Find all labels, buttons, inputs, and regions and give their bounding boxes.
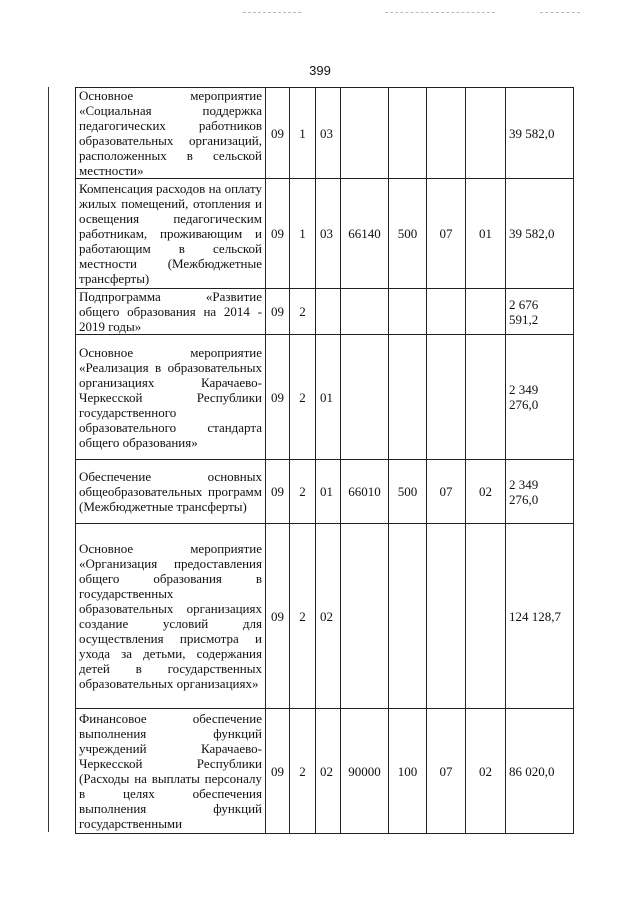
section-code: 07 — [427, 460, 466, 524]
expense-type-code — [389, 524, 427, 709]
gp-code: 09 — [266, 709, 290, 834]
expense-type-code — [389, 88, 427, 179]
table-row — [76, 179, 574, 289]
expense-type-code: 100 — [389, 709, 427, 834]
table-row — [76, 460, 574, 524]
table-body — [76, 88, 574, 834]
expense-type-code: 500 — [389, 460, 427, 524]
direction-code — [341, 335, 389, 460]
amount: 2 676 591,2 — [506, 289, 574, 335]
direction-code: 90000 — [341, 709, 389, 834]
budget-table — [75, 87, 574, 834]
amount: 86 020,0 — [506, 709, 574, 834]
direction-code: 66010 — [341, 460, 389, 524]
amount: 39 582,0 — [506, 179, 574, 289]
subsection-code: 02 — [466, 709, 506, 834]
subsection-code — [466, 335, 506, 460]
row-name: Основное мероприятие «Реализация в образовательных организациях Карачаево-Черкесской Республики государственного образовательного стандарта общего образования» — [76, 335, 266, 460]
section-code — [427, 524, 466, 709]
expense-type-code: 500 — [389, 179, 427, 289]
scan-artifact — [385, 12, 495, 14]
expense-type-code — [389, 289, 427, 335]
page-number: 399 — [309, 63, 331, 78]
om-code — [316, 289, 341, 335]
om-code: 03 — [316, 179, 341, 289]
amount: 124 128,7 — [506, 524, 574, 709]
pp-code: 2 — [290, 335, 316, 460]
amount: 39 582,0 — [506, 88, 574, 179]
section-code: 07 — [427, 709, 466, 834]
amount: 2 349 276,0 — [506, 335, 574, 460]
table-row — [76, 335, 574, 460]
table-row — [76, 289, 574, 335]
pp-code: 2 — [290, 524, 316, 709]
subsection-code — [466, 524, 506, 709]
expense-type-code — [389, 335, 427, 460]
om-code: 02 — [316, 524, 341, 709]
direction-code: 66140 — [341, 179, 389, 289]
om-code: 01 — [316, 335, 341, 460]
row-name: Основное мероприятие «Социальная поддержка педагогических работников образовательных организаций, расположенных в сельской местности» — [76, 88, 266, 179]
table-row — [76, 709, 574, 834]
pp-code: 1 — [290, 179, 316, 289]
row-name: Компенсация расходов на оплату жилых помещений, отопления и освещения педагогическим работникам, проживающим и работающим в сельской местности (Межбюджетные трансферты) — [76, 179, 266, 289]
scan-artifact — [540, 12, 580, 14]
table-row — [76, 88, 574, 179]
row-name: Обеспечение основных общеобразовательных программ (Межбюджетные трансферты) — [76, 460, 266, 524]
direction-code — [341, 524, 389, 709]
om-code: 01 — [316, 460, 341, 524]
om-code: 02 — [316, 709, 341, 834]
gp-code: 09 — [266, 289, 290, 335]
gp-code: 09 — [266, 335, 290, 460]
gp-code: 09 — [266, 88, 290, 179]
section-code — [427, 335, 466, 460]
direction-code — [341, 289, 389, 335]
row-name: Основное мероприятие «Организация предоставления общего образования в государственных образовательных организациях создание условий для осуществления присмотра и ухода за детьми, содержания детей в государственных образовательных организациях» — [76, 524, 266, 709]
pp-code: 2 — [290, 289, 316, 335]
direction-code — [341, 88, 389, 179]
pp-code: 2 — [290, 709, 316, 834]
table-row — [76, 524, 574, 709]
scan-artifact — [243, 12, 301, 14]
row-name: Подпрограмма «Развитие общего образования на 2014 - 2019 годы» — [76, 289, 266, 335]
section-code: 07 — [427, 179, 466, 289]
left-margin-rule — [48, 87, 49, 832]
subsection-code — [466, 289, 506, 335]
section-code — [427, 289, 466, 335]
row-name: Финансовое обеспечение выполнения функций учреждений Карачаево-Черкесской Республики (Расходы на выплаты персоналу в целях обеспечения выполнения функций государственными — [76, 709, 266, 834]
gp-code: 09 — [266, 460, 290, 524]
pp-code: 2 — [290, 460, 316, 524]
gp-code: 09 — [266, 179, 290, 289]
om-code: 03 — [316, 88, 341, 179]
section-code — [427, 88, 466, 179]
amount: 2 349 276,0 — [506, 460, 574, 524]
subsection-code: 02 — [466, 460, 506, 524]
subsection-code — [466, 88, 506, 179]
pp-code: 1 — [290, 88, 316, 179]
subsection-code: 01 — [466, 179, 506, 289]
gp-code: 09 — [266, 524, 290, 709]
